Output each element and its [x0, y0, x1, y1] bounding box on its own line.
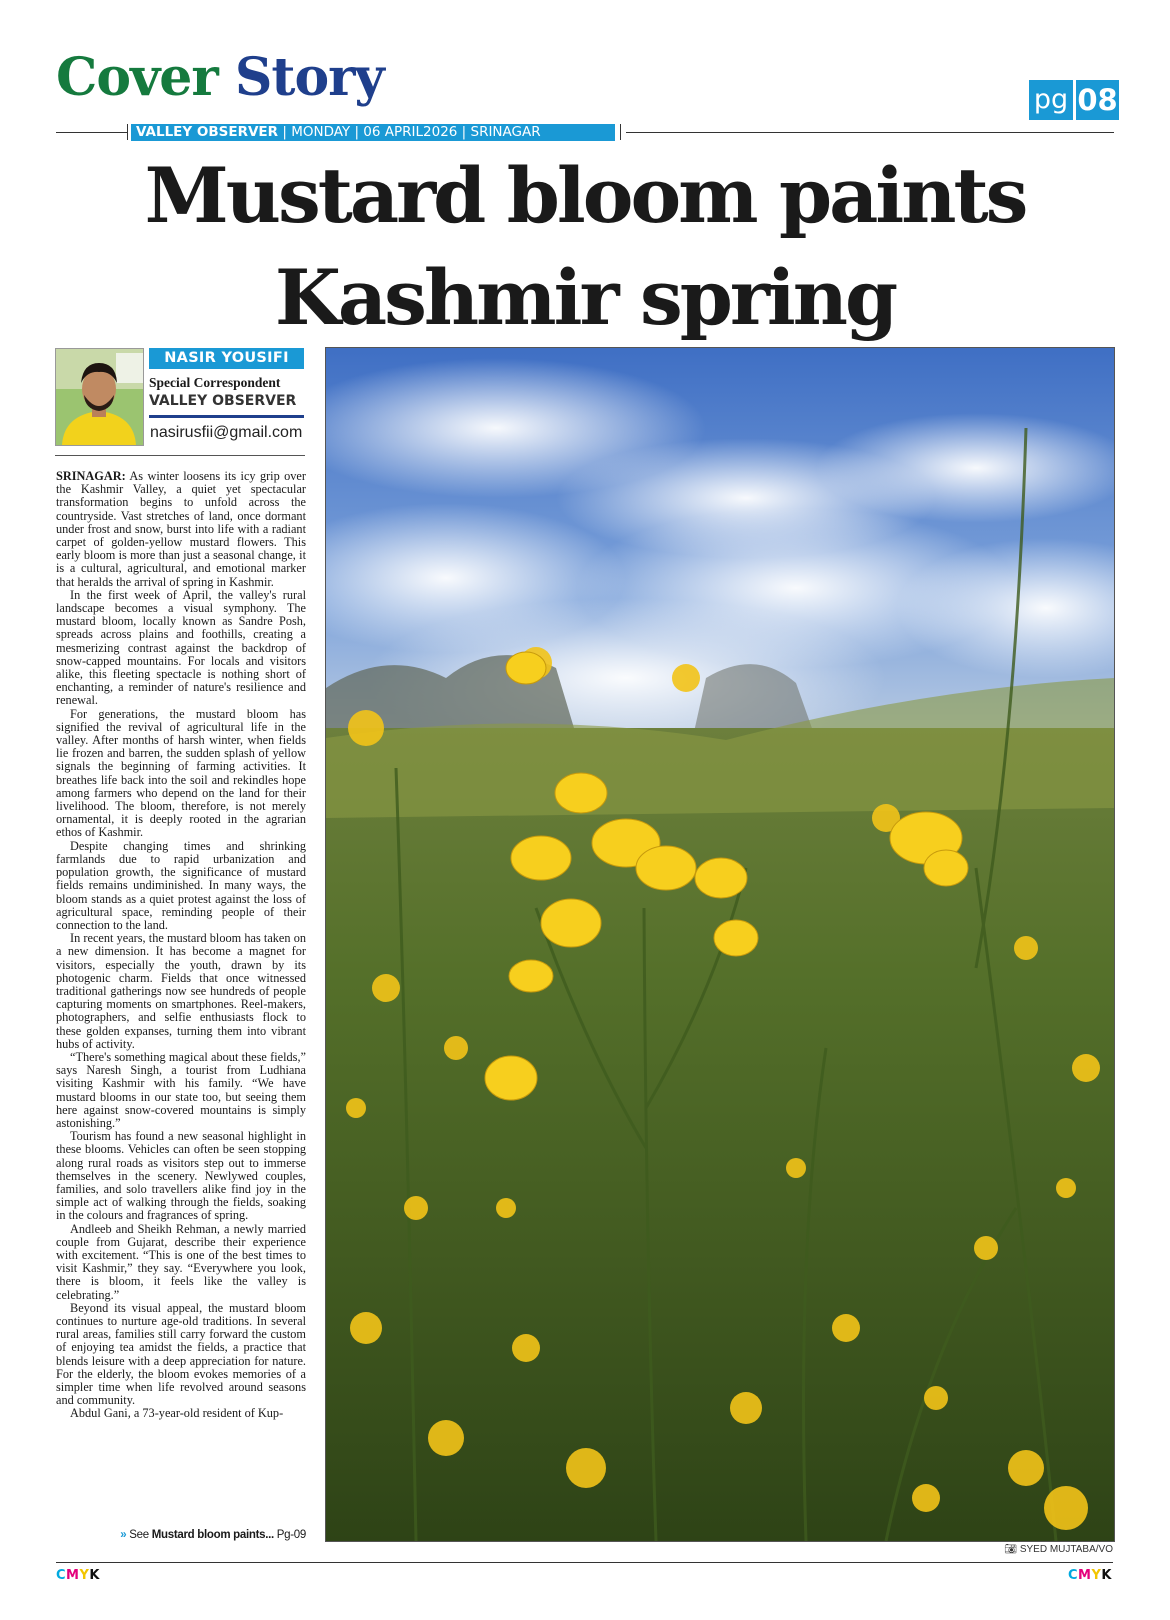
article-paragraph: Tourism has found a new seasonal highlight in these blooms. Vehicles can often be seen stopping along rural roads as visitors step out to immerse themselves in the scenery. Newlywed couples, families, and solo travellers alike find joy in the simple act of walking through the fields, soaking in the colours and fragrances of spring.: [56, 1129, 306, 1223]
author-email[interactable]: nasirusfii@gmail.com: [150, 424, 303, 441]
dateline-publication: VALLEY OBSERVER: [136, 124, 279, 140]
article-paragraph: SRINAGAR: As winter loosens its icy grip over the Kashmir Valley, a quiet yet spectacular transformation begins to unfold across the countryside. Vast stretches of land, once dormant under frost and snow, burst into life with a radiant carpet of golden-yellow mustard flowers. This early bloom is more than just a seasonal change, it is a cultural, agricultural, and emotional marker that heralds the arrival of spring in Kashmir.: [56, 470, 306, 589]
section-title-cover: Cover: [56, 47, 218, 108]
headline-line-2: Kashmir spring: [274, 253, 896, 342]
photo-credit: [900, 1544, 1113, 1555]
lead-photo: [325, 347, 1115, 1542]
section-title: [56, 47, 384, 108]
headline-line-1: Mustard bloom paints: [144, 151, 1026, 240]
article-body: [56, 470, 306, 1528]
masthead-rule-tick: [620, 124, 621, 140]
article-paragraph: In the first week of April, the valley's rural landscape becomes a visual symphony. The mustard bloom, locally known as Sandre Posh, spreads across plains and foothills, creating a mesmerizing contrast against the backdrop of snow-capped mountains. For locals and visitors alike, this fleeting spectacle is nothing short of enchanting, a reminder of nature's resilience and renewal.: [56, 587, 306, 708]
chevron-right-icon: »: [120, 1529, 127, 1541]
camera-icon: 📷︎: [1004, 1544, 1018, 1555]
author-rule: [149, 415, 304, 418]
continued-jump-line[interactable]: » See Mustard bloom paints... Pg-09: [120, 1529, 306, 1541]
photo-credit-text: SYED MUJTABA/VO: [1019, 1544, 1113, 1555]
article-paragraph: Beyond its visual appeal, the mustard bloom continues to nurture age-old traditions. In several rural areas, families still carry forward the custom of enjoying tea amidst the fields, a practice that blends leisure with a deep appreciation for nature. For the elderly, the bloom evokes memories of a simpler time when life revolved around seasons and community.: [56, 1300, 306, 1408]
article-paragraph: For generations, the mustard bloom has signified the revival of agricultural life in the valley. After months of harsh winter, when fields lie frozen and barren, the sudden splash of yellow signals the beginning of farming activities. It breathes life back into the soil and rekindles hope among farmers who depend on the land for their livelihood. The bloom, therefore, is not merely ornamental, it is deeply rooted in the agrarian ethos of Kashmir.: [56, 706, 306, 840]
article-paragraph: “There's something magical about these fields,” says Naresh Singh, a tourist from Ludhiana visiting Kashmir with his family. “We have mustard blooms in our state too, but seeing them here against snow-covered mountains is simply astonishing.”: [56, 1049, 306, 1130]
page-number-box: [1029, 80, 1119, 120]
article-paragraph: Abdul Gani, a 73-year-old resident of Kup-: [70, 1406, 284, 1421]
jump-page: Pg-09: [273, 1529, 306, 1541]
masthead-rule-right: [626, 132, 1114, 133]
headline: [60, 145, 1110, 349]
jump-story-title: Mustard bloom paints...: [151, 1529, 274, 1541]
footer-rule: [56, 1562, 1113, 1563]
page-number: 08: [1076, 80, 1119, 120]
article-dateline: SRINAGAR:: [56, 470, 126, 483]
dateline-details: | MONDAY | 06 APRIL2026 | SRINAGAR: [278, 124, 541, 140]
cmyk-marker-left: CMYK: [56, 1568, 100, 1583]
dateline-bar: [131, 124, 615, 141]
author-role: Special Correspondent: [149, 375, 281, 390]
page-label: pg: [1029, 80, 1073, 120]
author-publication: VALLEY OBSERVER: [149, 393, 297, 409]
masthead-rule-tick: [127, 124, 128, 140]
article-paragraph: Andleeb and Sheikh Rehman, a newly married couple from Gujarat, describe their experience with excitement. “This is one of the best times to visit Kashmir,” they say. “Everywhere you look, there is bloom, it feels like the valley is celebrating.”: [56, 1221, 306, 1302]
author-photo: [55, 348, 144, 446]
cmyk-marker-right: CMYK: [1068, 1568, 1112, 1583]
section-title-story: Story: [234, 47, 384, 108]
author-name: NASIR YOUSIFI: [149, 348, 304, 369]
article-paragraph: Despite changing times and shrinking farmlands due to rapid urbanization and population growth, the significance of mustard fields remains undiminished. In many ways, the bloom stands as a quiet protest against the loss of agricultural space, reminding people of their connection to the land.: [56, 838, 306, 932]
byline-rule: [55, 455, 305, 456]
article-paragraph: In recent years, the mustard bloom has taken on a new dimension. It has become a magnet for visitors, especially the youth, drawn by its photogenic charm. Fields that once witnessed traditional gatherings now see hundreds of people capturing moments on smartphones. Reel-makers, photographers, and selfie enthusiasts flock to these golden expanses, turning them into vibrant hubs of activity.: [56, 931, 306, 1051]
masthead-rule-left: [56, 132, 128, 133]
